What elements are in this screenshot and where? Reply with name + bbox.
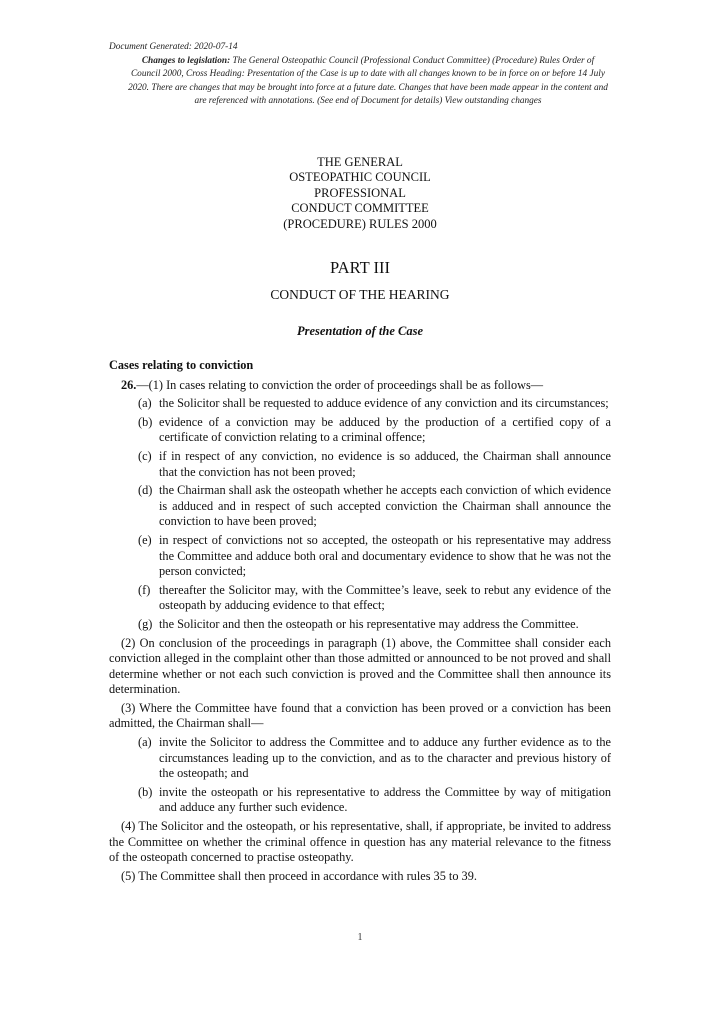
title-line: THE GENERAL — [317, 155, 403, 169]
item-label: (a) — [138, 396, 152, 411]
paragraph-5: (5) The Committee shall then proceed in accordance with rules 35 to 39. — [121, 868, 477, 883]
changes-notice — [109, 55, 609, 109]
list-item — [109, 735, 611, 782]
part-heading: PART III — [330, 258, 390, 277]
item-label: (d) — [138, 483, 153, 498]
generated-date: Document Generated: 2020-07-14 — [109, 42, 238, 52]
title-line: OSTEOPATHIC COUNCIL — [289, 170, 431, 185]
list-item — [109, 449, 611, 480]
item-label: (g) — [138, 616, 153, 631]
item-label: (b) — [138, 784, 153, 799]
item-text: the Chairman shall ask the osteopath whether he accepts each conviction of which evidence is adduced and in respect of such accepted conviction the Chairman shall announce the conviction to have been proved; — [159, 483, 611, 529]
item-text: evidence of a conviction may be adduced by the production of a certified copy of a certificate of conviction relating to a criminal offence; — [159, 414, 611, 445]
title-line: CONDUCT COMMITTEE — [291, 201, 429, 216]
changes-text: The General Osteopathic Council (Professional Conduct Committee) (Procedure) Rules Order of Council 2000, Cross Heading: Presentation of the Case is up to date with all changes known to be in force on or before 14 July 2020. There are changes that may be brought into force at a future date. Changes that have been made appear in the content and are referenced with annotations. (See end of Document for details) View outstanding changes — [128, 55, 608, 107]
item-text: invite the Solicitor to address the Committee and to adduce any further evidence as to the circumstances leading up to the conviction, and as to the character and previous history of the osteopath; and — [159, 735, 611, 781]
item-text: thereafter the Solicitor may, with the Committee’s leave, seek to rebut any evidence of the osteopath by adducing evidence to that effect; — [159, 582, 611, 613]
item-label: (c) — [138, 448, 152, 463]
rule-intro-text: —(1) In cases relating to conviction the order of proceedings shall be as follows— — [136, 377, 544, 392]
paragraph-4: (4) The Solicitor and the osteopath, or his representative, shall, if appropriate, be invited to address the Committee on whether the criminal offence in question has any material relevance to the fitness of the osteopath concerned to practise osteopathy. — [109, 819, 611, 865]
list-item — [109, 483, 611, 530]
item-text: invite the osteopath or his representative to address the Committee by way of mitigation and adduce any further such evidence. — [159, 784, 611, 815]
list-item — [109, 583, 611, 614]
list-item — [109, 785, 611, 816]
item-label: (e) — [138, 532, 152, 547]
title-line: PROFESSIONAL — [314, 185, 406, 200]
document-body — [109, 358, 611, 887]
item-text: if in respect of any conviction, no evidence is so adduced, the Chairman shall announce that the conviction has not been proved; — [159, 448, 611, 479]
item-text: the Solicitor shall be requested to adduce evidence of any conviction and its circumstances; — [159, 396, 609, 411]
paragraph-3: (3) Where the Committee have found that a conviction has been proved or a conviction has been admitted, the Chairman shall— — [109, 700, 611, 731]
rule-intro — [109, 378, 611, 394]
item-label: (a) — [138, 735, 152, 750]
list-item — [109, 617, 611, 633]
item-text: the Solicitor and then the osteopath or his representative may address the Committee. — [159, 616, 579, 631]
item-label: (f) — [138, 582, 151, 597]
rule-number: 26. — [121, 377, 137, 392]
list-item — [109, 396, 611, 412]
item-text: in respect of convictions not so accepted, the osteopath or his representative may address the Committee and adduce both oral and documentary evidence to show that he was not the person convicted; — [159, 532, 611, 579]
cross-heading: Presentation of the Case — [296, 324, 424, 338]
page-number: 1 — [357, 932, 363, 943]
changes-label: Changes to legislation: — [141, 55, 231, 66]
part-subtitle: CONDUCT OF THE HEARING — [270, 287, 450, 302]
list-item — [109, 533, 611, 580]
item-label: (b) — [138, 414, 153, 429]
document-title — [0, 155, 720, 232]
document-header — [109, 41, 609, 109]
section-heading: Cases relating to conviction — [109, 358, 254, 372]
list-item — [109, 415, 611, 446]
paragraph-2: (2) On conclusion of the proceedings in paragraph (1) above, the Committee shall consider each conviction alleged in the complaint other than those admitted or announced to be not proved and shall determine whether or not each such conviction is proved and the Committee shall then announce its determination. — [109, 635, 611, 697]
title-line: (PROCEDURE) RULES 2000 — [283, 216, 437, 231]
